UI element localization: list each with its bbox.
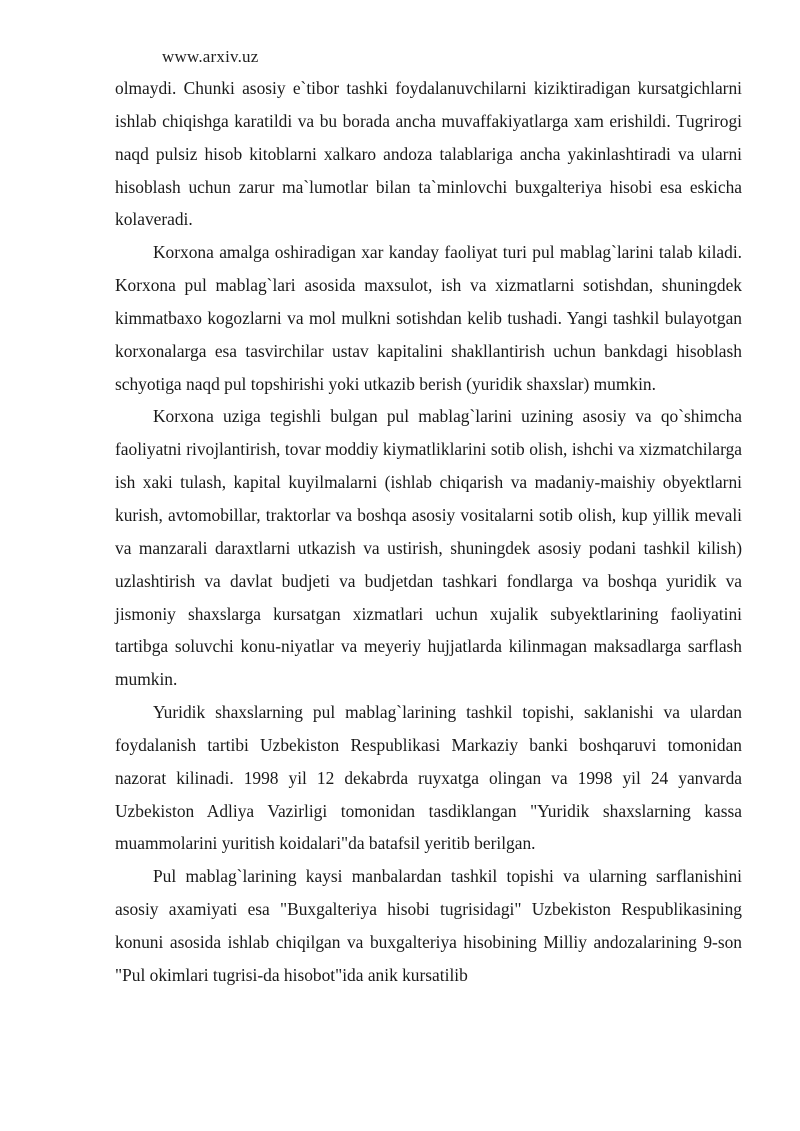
paragraph-continuation: olmaydi. Chunki asosiy e`tibor tashki foydalanuvchilarni kiziktiradigan kursatgichlarni ishlab chiqishga karatildi va bu borada ancha muvaffakiyatlarga xam erishildi. Tugrirogi naqd pulsiz hisob kitoblarni xalkaro andoza talablariga ancha yakinlashtiradi va ularni hisoblash uchun zarur ma`lumotlar bilan ta`minlovchi buxgalteriya hisobi esa eskicha kolaveradi. xyxy=(115,78,742,230)
paragraph: Pul mablag`larining kaysi manbalardan tashkil topishi va ularning sarflanishini asosiy axamiyati esa "Buxgalteriya hisobi tugrisidagi" Uzbekiston Respublikasining konuni asosida ishlab chiqilgan va buxgalteriya hisobining Milliy andozalarining 9-son "Pul okimlari tugrisi-da hisobot"ida anik kursatilib xyxy=(115,866,742,985)
site-watermark: www.arxiv.uz xyxy=(162,47,259,66)
paragraph: Korxona amalga oshiradigan xar kanday faoliyat turi pul mablag`larini talab kiladi. Korxona pul mablag`lari asosida maxsulot, ish va xizmatlarni sotishdan, shuningdek kimmatbaxo kogozlarni va mol mulkni sotishdan kelib tushadi. Yangi tashkil bulayotgan korxonalarga esa tasvirchilar ustav kapitalini shakllantirish uchun bankdagi hisoblash schyotiga naqd pul topshirishi yoki utkazib berish (yuridik shaxslar) mumkin. xyxy=(115,242,742,394)
document-body xyxy=(115,72,742,992)
paragraph: Yuridik shaxslarning pul mablag`larining tashkil topishi, saklanishi va ulardan foydalanish tartibi Uzbekiston Respublikasi Markaziy banki boshqaruvi tomonidan nazorat kilinadi. 1998 yil 12 dekabrda ruyxatga olingan va 1998 yil 24 yanvarda Uzbekiston Adliya Vazirligi tomonidan tasdiklangan "Yuridik shaxslarning kassa muammolarini yuritish koidalari"da batafsil yeritib berilgan. xyxy=(115,702,742,854)
paragraph: Korxona uziga tegishli bulgan pul mablag`larini uzining asosiy va qo`shimcha faoliyatni rivojlantirish, tovar moddiy kiymatliklarini sotib olish, ishchi va xizmatchilarga ish xaki tulash, kapital kuyilmalarni (ishlab chiqarish va madaniy-maishiy obyektlarni kurish, avtomobillar, traktorlar va boshqa asosiy vositalarni sotib olish, kup yillik mevali va manzarali daraxtlarni utkazish va ustirish, shuningdek asosiy podani tashkil kilish) uzlashtirish va davlat budjeti va budjetdan tashkari fondlarga va boshqa yuridik va jismoniy shaxslarga kursatgan xizmatlari uchun xujalik subyektlarining faoliyatini tartibga soluvchi konu-niyatlar va meyeriy hujjatlarda kilinmagan maksadlarga sarflash mumkin. xyxy=(115,406,742,690)
